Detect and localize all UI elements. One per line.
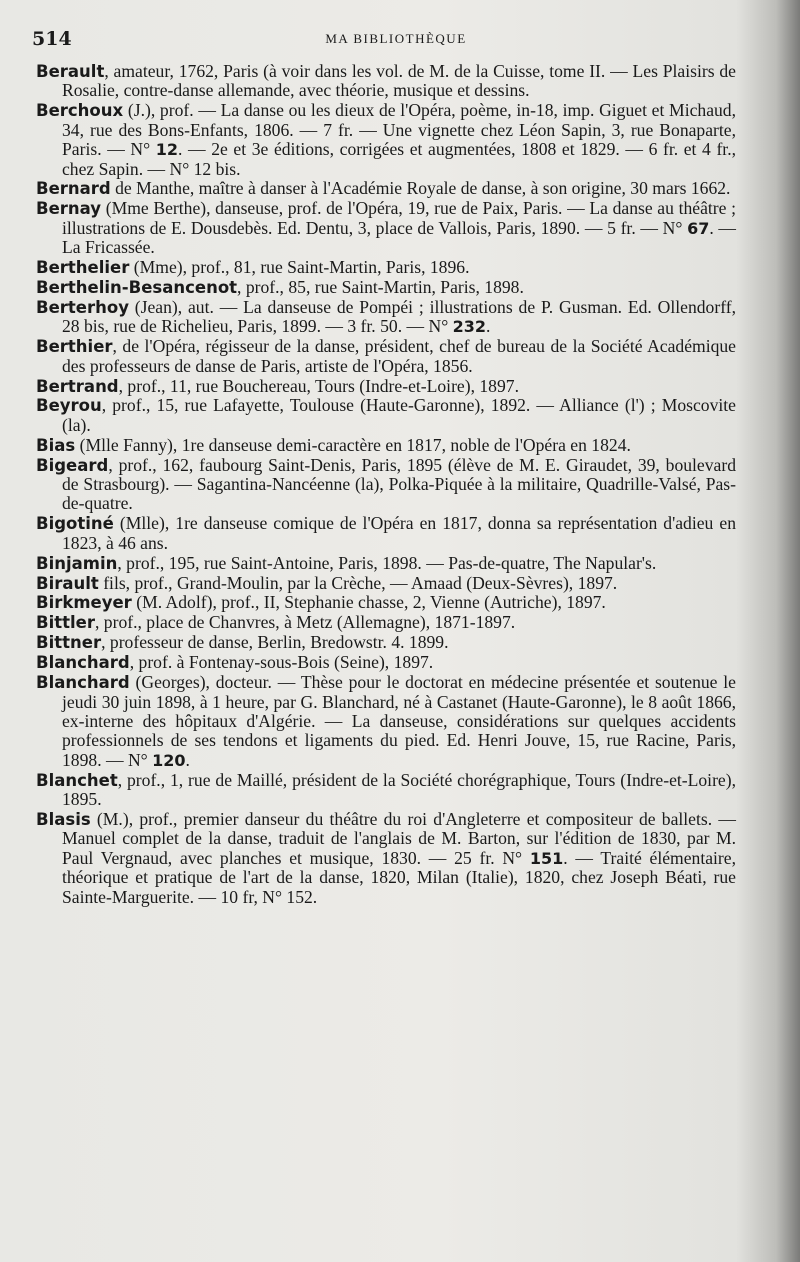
entry (36, 258, 736, 277)
entry-name: Beyrou (36, 396, 102, 416)
entry-text: de Manthe, maître à danser à l'Académie Royale de danse, à son origine, 30 mars 1662. (110, 178, 731, 199)
entry (36, 593, 736, 612)
entry-text: (Mme Berthe), danseuse, prof. de l'Opéra, 19, rue de Paix, Paris. — La danse au théâtre ; illustrations de E. Dousdebès. Ed. Dentu, 3, place de Vallois, Paris, 1890. — 5 fr. — N° (62, 198, 736, 238)
entry-text: , prof., 1, rue de Maillé, président de la Société chorégraphique, Tours (Indre-et-Loire), 1895. (62, 769, 736, 810)
entry-list (36, 62, 736, 907)
entry-tail: . — La Fricassée. (62, 217, 736, 258)
entry-name: Blanchard (36, 653, 130, 673)
entry-name: Blasis (36, 809, 91, 829)
entry-name: Berchoux (36, 101, 124, 121)
entry-ref-number: 12 (155, 140, 179, 160)
entry-ref-number: 151 (529, 848, 564, 868)
entry (36, 396, 736, 435)
entry-text: , prof., 162, faubourg Saint-Denis, Paris, 1895 (élève de M. E. Giraudet, 39, boulevard de Strasbourg). — Sagantina-Nancéenne (la), Polka-Piquée à la militaire, Quadrille-Valsé, Pas-de-quatre. (62, 454, 736, 514)
entry-text: , prof., 15, rue Lafayette, Toulouse (Haute-Garonne), 1892. — Alliance (l') ; Moscovite (la). (62, 395, 736, 435)
entry-text: , amateur, 1762, Paris (à voir dans les vol. de M. de la Cuisse, tome II. — Les Plaisirs de Rosalie, contre-danse allemande, avec théorie, musique et dessins. (62, 61, 736, 101)
entry-name: Bittner (36, 633, 102, 653)
entry-text: , prof., 195, rue Saint-Antoine, Paris, 1898. — Pas-de-quatre, The Napular's. (117, 552, 657, 573)
entry-name: Blanchet (36, 770, 118, 790)
page-header (32, 28, 760, 52)
entry-name: Blanchard (36, 673, 130, 693)
entry (36, 377, 736, 396)
entry (36, 298, 736, 337)
entry-text: (M. Adolf), prof., II, Stephanie chasse, 2, Vienne (Autriche), 1897. (131, 592, 606, 613)
entry (36, 514, 736, 553)
entry-text: (Georges), docteur. — Thèse pour le doctorat en médecine présentée et soutenue le jeudi 30 juin 1898, à 1 heure, par G. Blanchard, né à Castanet (Haute-Garonne), le 8 août 1866, ex-interne des hôpitaux d'Algérie. — La danseuse, considérations sur quelques accidents professionnels de ses tendons et ligaments du pied. Ed. Henri Jouve, 15, rue Racine, Paris, 1898. — N° (62, 672, 736, 770)
entry (36, 574, 736, 593)
entry-name: Berthier (36, 337, 113, 357)
entry-name: Bittler (36, 613, 95, 633)
entry-name: Berthelier (36, 258, 130, 278)
entry-text: fils, prof., Grand-Moulin, par la Crèche, — Amaad (Deux-Sèvres), 1897. (98, 572, 618, 593)
entry-text: , prof., place de Chanvres, à Metz (Allemagne), 1871-1897. (95, 612, 516, 633)
entry (36, 673, 736, 770)
entry-name: Bigeard (36, 455, 109, 475)
entry (36, 554, 736, 573)
running-title: MA BIBLIOTHÈQUE (325, 31, 467, 46)
entry (36, 633, 736, 652)
entry-name: Bigotiné (36, 514, 114, 534)
entry-text: , prof. à Fontenay-sous-Bois (Seine), 1897. (129, 652, 434, 673)
entry (36, 771, 736, 810)
entry-name: Bernard (36, 179, 111, 199)
entry-name: Berthelin-Besancenot (36, 277, 238, 297)
entry-text: , prof., 11, rue Bouchereau, Tours (Indre-et-Loire), 1897. (118, 375, 519, 396)
entry-name: Birault (36, 573, 99, 593)
entry-text: (Mlle Fanny), 1re danseuse demi-caractère en 1817, noble de l'Opéra en 1824. (75, 434, 631, 455)
entry (36, 456, 736, 514)
entry-name: Berault (36, 62, 105, 81)
page-number: 514 (32, 28, 72, 50)
entry-name: Bernay (36, 199, 102, 219)
entry-text: , de l'Opéra, régisseur de la danse, président, chef de bureau de la Société Académique des professeurs de danse de Paris, artiste de l'Opéra, 1856. (62, 336, 736, 376)
entry (36, 278, 736, 297)
entry-ref-number: 120 (152, 750, 186, 770)
entry-name: Bertrand (36, 376, 119, 396)
entry-text: (M.), prof., premier danseur du théâtre du roi d'Angleterre et compositeur de ballets. — Manuel complet de la danse, traduit de l'anglais de M. Barton, sur l'édition de 1830, par M. Paul Vergnaud, avec planches et musique, 1830. — 25 fr. N° (62, 808, 736, 868)
entry (36, 337, 736, 376)
entry-name: Binjamin (36, 553, 118, 573)
entry-ref-number: 67 (687, 218, 710, 238)
entry (36, 62, 736, 101)
entry-text: (Mlle), 1re danseuse comique de l'Opéra en 1817, donna sa représentation d'adieu en 1823, à 46 ans. (62, 513, 736, 553)
entry-tail: . (185, 749, 190, 770)
entry-tail: . (486, 316, 491, 337)
entry (36, 101, 736, 179)
entry (36, 810, 736, 907)
entry-tail: . — Traité élémentaire, théorique et pratique de l'art de la danse, 1820, Milan (Italie), 1820, chez Joseph Béati, rue Sainte-Marguerite. — 10 fr, N° 152. (62, 847, 736, 907)
entry-tail: . — 2e et 3e éditions, corrigées et augmentées, 1808 et 1829. — 6 fr. et 4 fr., chez Sapin. — N° 12 bis. (62, 139, 736, 179)
entry (36, 613, 736, 632)
entry-text: , professeur de danse, Berlin, Bredowstr. 4. 1899. (101, 632, 449, 653)
entry-name: Berterhoy (36, 297, 129, 317)
entry-text: (Jean), aut. — La danseuse de Pompéi ; illustrations de P. Gusman. Ed. Ollendorff, 28 bis, rue de Richelieu, Paris, 1899. — 3 fr. 50. — N° (62, 296, 736, 337)
entry-text: (J.), prof. — La danse ou les dieux de l'Opéra, poème, in-18, imp. Giguet et Michaud, 34, rue des Bons-Enfants, 1806. — 7 fr. — Une vignette chez Léon Sapin, 3, rue Bonaparte, Paris. — N° (62, 100, 736, 160)
entry (36, 199, 736, 257)
entry (36, 179, 736, 198)
entry-text: (Mme), prof., 81, rue Saint-Martin, Paris, 1896. (129, 257, 470, 278)
entry-name: Birkmeyer (36, 593, 132, 613)
entry (36, 436, 736, 455)
entry-name: Bias (36, 435, 76, 455)
entry-text: , prof., 85, rue Saint-Martin, Paris, 1898. (237, 276, 524, 297)
entry-ref-number: 232 (452, 317, 487, 337)
entry (36, 653, 736, 672)
